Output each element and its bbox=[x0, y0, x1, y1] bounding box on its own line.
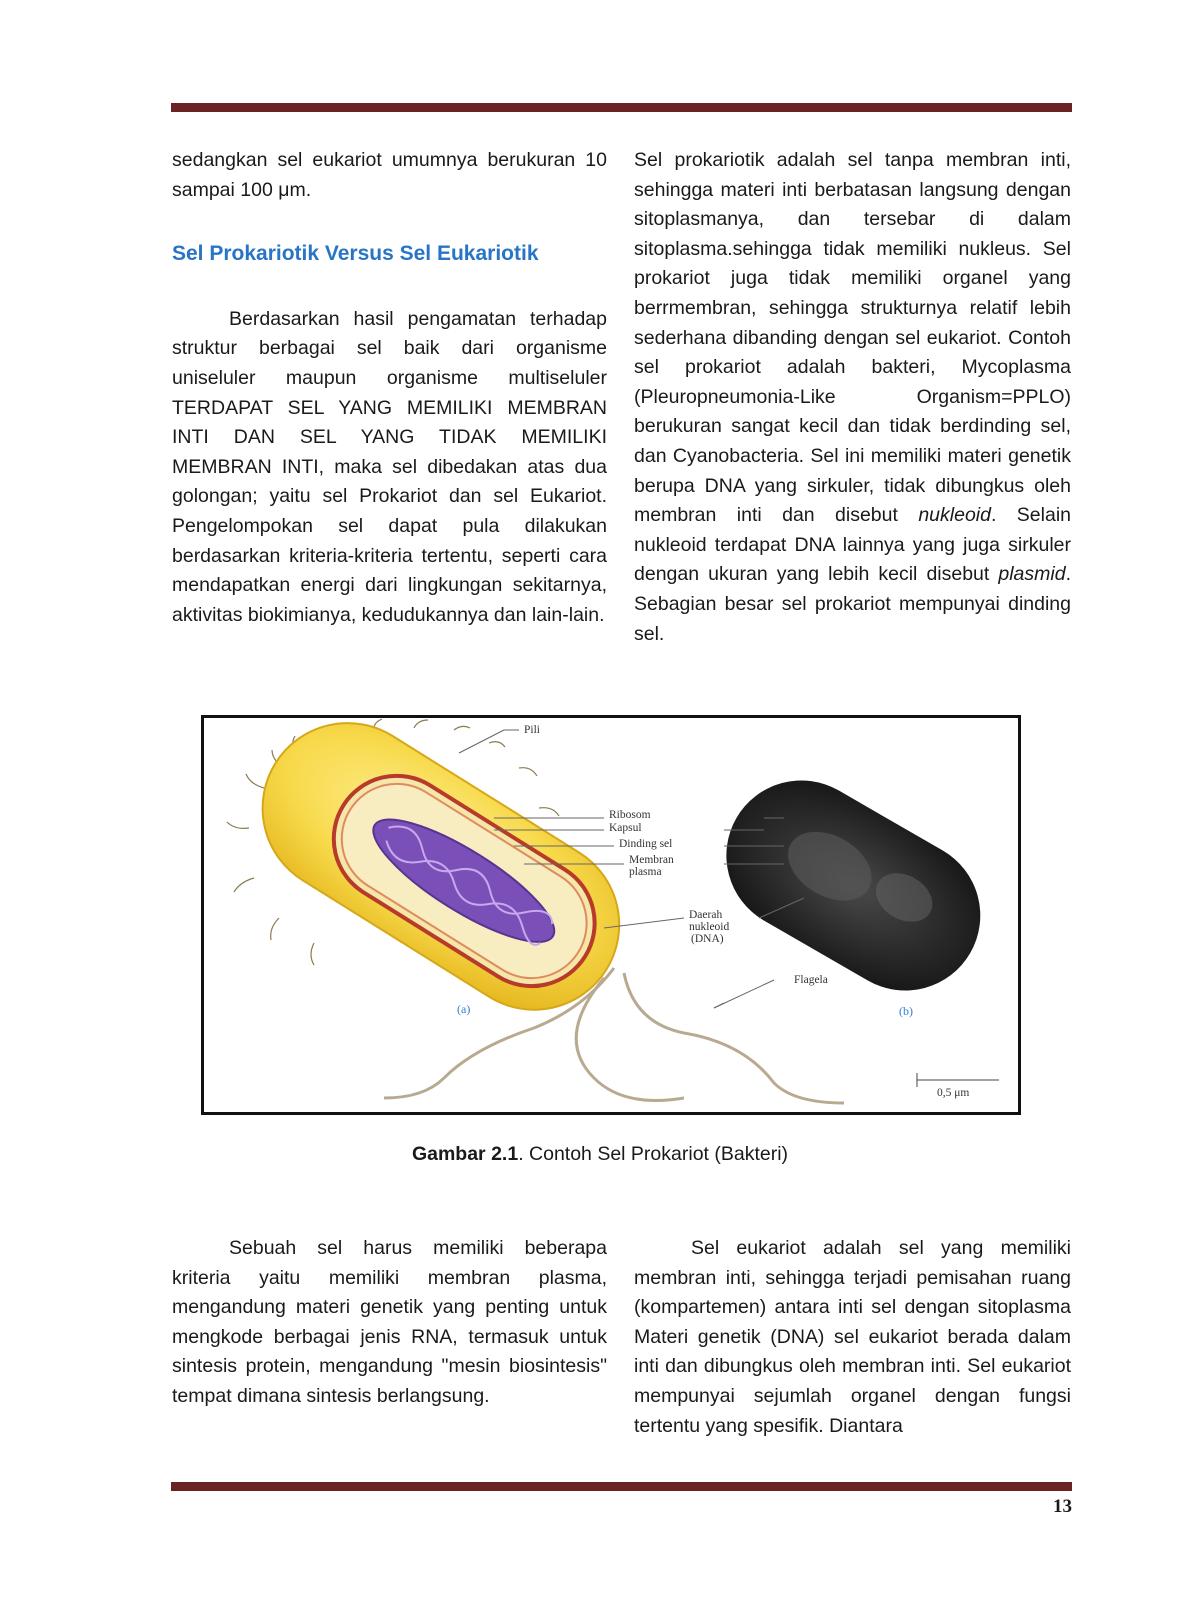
label-ribosom: Ribosom bbox=[609, 809, 651, 821]
label-daerah: Daerah bbox=[689, 909, 723, 921]
label-plasma: plasma bbox=[629, 866, 662, 878]
label-b: (b) bbox=[899, 1004, 913, 1018]
flagella bbox=[384, 968, 844, 1103]
scale-bar bbox=[917, 1073, 999, 1087]
caption-text: . Contoh Sel Prokariot (Bakteri) bbox=[518, 1143, 789, 1165]
label-pili: Pili bbox=[524, 724, 540, 736]
paragraph-eukaryote: Sel eukariot adalah sel yang memiliki membran inti, sehingga terjadi pemisahan ruang (kompartemen) antara inti sel dengan sitoplasma Materi genetik (DNA) sel eukariot berada dalam inti dan dibungkus oleh membran inti. Sel eukariot mempunyai sejumlah organel dengan fungsi tertentu yang spesifik. Diantara bbox=[634, 1237, 1071, 1437]
text-segment: . Sebagian besar sel prokariot mempunyai dinding sel. bbox=[634, 563, 1071, 645]
figure-bacteria bbox=[201, 715, 1021, 1115]
bacteria-illustration bbox=[204, 718, 1018, 1112]
text-segment: . Selain nukleoid terdapat DNA lainnya yang juga sirkuler dengan ukuran yang lebih kecil disebut bbox=[634, 504, 1071, 586]
label-scale: 0,5 μm bbox=[937, 1087, 970, 1099]
bacterium-body bbox=[230, 718, 651, 1042]
paragraph-size: sedangkan sel eukariot umumnya berukuran 10 sampai 100 μm. bbox=[172, 149, 607, 201]
paragraph-prokaryote bbox=[634, 146, 1071, 649]
section-heading: Sel Prokariotik Versus Sel Eukariotik bbox=[172, 242, 539, 266]
bottom-rule bbox=[171, 1482, 1072, 1491]
label-a: (a) bbox=[457, 1002, 471, 1016]
page-number: 13 bbox=[1053, 1496, 1072, 1517]
right-column-bottom bbox=[634, 1234, 1071, 1441]
label-kapsul: Kapsul bbox=[609, 822, 642, 834]
figure-caption bbox=[0, 1143, 1200, 1166]
label-membran: Membran bbox=[629, 854, 674, 866]
paragraph-cell-criteria: Sebuah sel harus memiliki beberapa kriteria yaitu memiliki membran plasma, mengandung materi genetik yang penting untuk mengkode berbagai jenis RNA, termasuk untuk sintesis protein, mengandung "mesin biosintesis" tempat dimana sintesis berlangsung. bbox=[172, 1237, 607, 1407]
label-nukleoid: nukleoid bbox=[689, 921, 730, 933]
term-plasmid: plasmid bbox=[998, 563, 1066, 586]
caption-number: Gambar 2.1 bbox=[411, 1143, 519, 1165]
label-dinding-sel: Dinding sel bbox=[619, 838, 673, 850]
label-dna: (DNA) bbox=[691, 933, 724, 945]
term-nukleoid: nukleoid bbox=[918, 504, 991, 527]
left-column-bottom bbox=[172, 1234, 607, 1412]
left-column-top bbox=[172, 146, 607, 630]
label-flagela: Flagela bbox=[794, 974, 828, 986]
text-segment: Sel prokariotik adalah sel tanpa membran inti, sehingga materi inti berbatasan langsung dengan sitoplasmanya, dan tersebar di dalam sitoplasma.sehingga tidak memiliki nukleus. Sel prokariot juga tidak memiliki organel yang berrmembran, sehingga strukturnya relatif lebih sederhana dibanding dengan sel eukariot. Contoh sel prokariot adalah bakteri, Mycoplasma (Pleuropneumonia-Like Organism=PPLO) berukuran sangat kecil dan tidak berdinding sel, dan Cyanobacteria. Sel ini memiliki materi genetik berupa DNA yang sirkuler, tidak dibungkus oleh membran inti dan disebut bbox=[634, 149, 1071, 527]
micrograph-image bbox=[699, 753, 1008, 1018]
right-column-top bbox=[634, 146, 1071, 649]
paragraph-classification: Berdasarkan hasil pengamatan terhadap struktur berbagai sel baik dari organisme uniseluler maupun organisme multiseluler TERDAPAT SEL YANG MEMILIKI MEMBRAN INTI DAN SEL YANG TIDAK MEMILIKI MEMBRAN INTI, maka sel dibedakan atas dua golongan; yaitu sel Prokariot dan sel Eukariot. Pengelompokan sel dapat pula dilakukan berdasarkan kriteria-kriteria tertentu, seperti cara mendapatkan energi dari lingkungan sekitarnya, aktivitas biokimianya, kedudukannya dan lain-lain. bbox=[172, 307, 607, 626]
top-rule bbox=[171, 103, 1072, 112]
